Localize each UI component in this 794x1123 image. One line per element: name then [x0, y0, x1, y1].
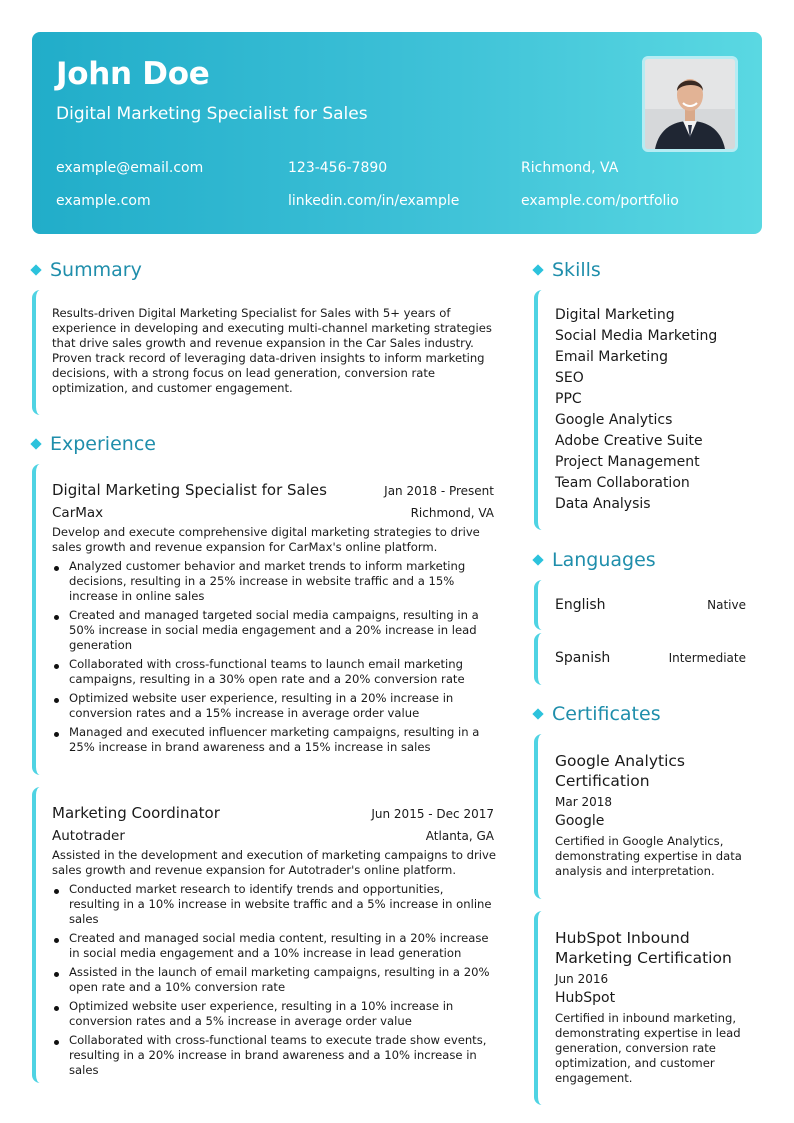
- list-item: Created and managed targeted social media campaigns, resulting in a 50% increase in social media engagement and a 20% increase in lead generation: [52, 608, 492, 653]
- job-title: Marketing Coordinator: [52, 804, 220, 822]
- skill-item: Email Marketing: [555, 349, 669, 365]
- candidate-title: Digital Marketing Specialist for Sales: [56, 104, 368, 124]
- diamond-bullet-icon: [532, 264, 543, 275]
- portfolio-link[interactable]: example.com/portfolio: [521, 193, 679, 209]
- job-company: CarMax: [52, 505, 104, 521]
- skills-heading: [532, 259, 601, 281]
- summary-heading-text: Summary: [50, 259, 142, 281]
- diamond-bullet-icon: [532, 708, 543, 719]
- experience-heading: [30, 433, 156, 455]
- certificates-heading-text: Certificates: [552, 703, 661, 725]
- skill-item: Team Collaboration: [555, 475, 690, 491]
- language-name: Spanish: [555, 650, 611, 666]
- list-item: Analyzed customer behavior and market trends to inform marketing decisions, resulting in a 25% increase in website traffic and a 15% increase in online sales: [52, 559, 492, 604]
- languages-heading: [532, 549, 656, 571]
- resume-header: [32, 32, 762, 234]
- job-company: Autotrader: [52, 828, 125, 844]
- language-name: English: [555, 597, 606, 613]
- person-avatar-icon: [645, 59, 735, 149]
- certificate-description: Certified in inbound marketing, demonstrating expertise in lead generation, conversion rate optimization, and customer engagement.: [555, 1011, 741, 1085]
- job-location: Richmond, VA: [410, 506, 494, 520]
- job-bullets: [52, 559, 492, 759]
- skill-item: Data Analysis: [555, 496, 651, 512]
- certificate-issuer: Google: [555, 813, 605, 829]
- skill-item: SEO: [555, 370, 584, 386]
- list-item: Assisted in the launch of email marketing campaigns, resulting in a 20% open rate and a 10% conversion rate: [52, 965, 492, 995]
- certificate-date: Jun 2016: [555, 972, 609, 986]
- phone-number: 123-456-7890: [288, 160, 388, 176]
- skill-item: Adobe Creative Suite: [555, 433, 703, 449]
- diamond-bullet-icon: [532, 554, 543, 565]
- summary-text: Results-driven Digital Marketing Specialist for Sales with 5+ years of experience in developing and executing multi-channel marketing strategies that drive sales growth and revenue expansion in the Car Sales industry. Proven track record of leveraging data-driven insights to inform marketing decisions, with a strong focus on lead generation, conversion rate optimization, and customer engagement.: [52, 306, 492, 395]
- job-title: Digital Marketing Specialist for Sales: [52, 481, 327, 499]
- job-bullets: [52, 882, 492, 1082]
- diamond-bullet-icon: [30, 264, 41, 275]
- list-item: Conducted market research to identify trends and opportunities, resulting in a 10% increase in website traffic and a 5% increase in online sales: [52, 882, 492, 927]
- job-description: Assisted in the development and execution of marketing campaigns to drive sales growth and revenue expansion for Autotrader's online platform.: [52, 848, 496, 877]
- job-location: Atlanta, GA: [425, 829, 494, 843]
- certificates-heading: [532, 703, 661, 725]
- skill-item: Google Analytics: [555, 412, 673, 428]
- experience-heading-text: Experience: [50, 433, 156, 455]
- language-level: Intermediate: [668, 651, 746, 665]
- location: Richmond, VA: [521, 160, 619, 176]
- job-dates: Jun 2015 - Dec 2017: [371, 807, 494, 821]
- skill-item: Social Media Marketing: [555, 328, 718, 344]
- list-item: Optimized website user experience, resulting in a 10% increase in conversion rates and a 5% increase in average order value: [52, 999, 492, 1029]
- skills-heading-text: Skills: [552, 259, 601, 281]
- certificate-date: Mar 2018: [555, 795, 612, 809]
- summary-heading: [30, 259, 142, 281]
- candidate-name: John Doe: [56, 56, 210, 92]
- job-dates: Jan 2018 - Present: [384, 484, 494, 498]
- language-level: Native: [707, 598, 746, 612]
- skill-item: Digital Marketing: [555, 307, 675, 323]
- skill-item: Project Management: [555, 454, 700, 470]
- list-item: Created and managed social media content, resulting in a 20% increase in social media engagement and a 10% increase in lead generation: [52, 931, 492, 961]
- list-item: Collaborated with cross-functional teams to execute trade show events, resulting in a 20% increase in brand awareness and a 10% increase in sales: [52, 1033, 492, 1078]
- list-item: Collaborated with cross-functional teams to launch email marketing campaigns, resulting in a 30% open rate and a 20% conversion rate: [52, 657, 492, 687]
- certificate-name: HubSpot Inbound Marketing Certification: [555, 929, 732, 967]
- languages-heading-text: Languages: [552, 549, 656, 571]
- job-description: Develop and execute comprehensive digital marketing strategies to drive sales growth and revenue expansion for CarMax's online platform.: [52, 525, 480, 554]
- list-item: Managed and executed influencer marketing campaigns, resulting in a 25% increase in brand awareness and a 15% increase in sales: [52, 725, 492, 755]
- linkedin-link[interactable]: linkedin.com/in/example: [288, 193, 460, 209]
- certificate-description: Certified in Google Analytics, demonstrating expertise in data analysis and interpretation.: [555, 834, 742, 878]
- certificate-issuer: HubSpot: [555, 990, 616, 1006]
- email-link[interactable]: example@email.com: [56, 160, 204, 176]
- website-link[interactable]: example.com: [56, 193, 151, 209]
- profile-photo: [642, 56, 738, 152]
- diamond-bullet-icon: [30, 438, 41, 449]
- skill-item: PPC: [555, 391, 582, 407]
- list-item: Optimized website user experience, resulting in a 20% increase in conversion rates and a 15% increase in average order value: [52, 691, 492, 721]
- skills-list: [555, 305, 717, 515]
- certificate-name: Google Analytics Certification: [555, 752, 685, 790]
